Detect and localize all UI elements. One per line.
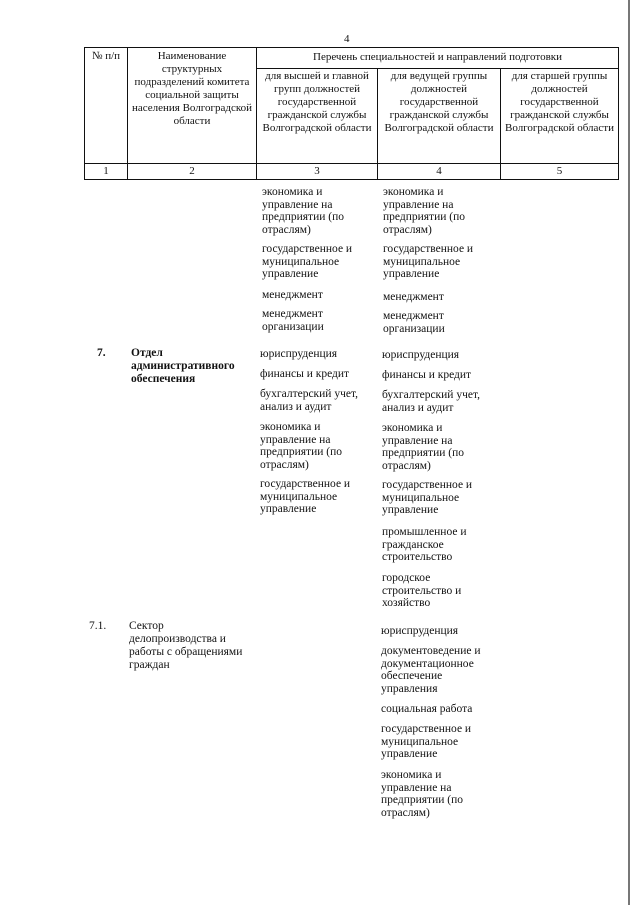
row71-col4-item: экономика и управление на предприятии (по отраслям): [381, 769, 463, 819]
row7-col3: [260, 348, 374, 516]
cont-col3-item: менеджмент: [262, 289, 323, 301]
row7-col3-item: бухгалтерский учет, анализ и аудит: [260, 388, 359, 413]
page-number: 4: [344, 33, 350, 45]
page-edge-shadow: [628, 0, 630, 905]
row71-col4-item: социальная работа: [381, 703, 473, 715]
cont-col4-item: менеджмент: [383, 291, 444, 303]
row7-col3-item: экономика и управление на предприятии (по отраслям): [260, 421, 342, 471]
header-col-name: Наименование структурных подразделений комитета социальной защиты населения Волгоградской области: [128, 48, 257, 164]
header-num-3: 3: [257, 164, 378, 180]
header-num-5: 5: [501, 164, 619, 180]
row7-col3-item: юриспруденция: [260, 348, 338, 360]
header-col-lead: для ведущей группы должностей государственной гражданской службы Волгоградской области: [378, 69, 501, 164]
row71-name: Сектор делопроизводства и работы с обращениями граждан: [129, 620, 243, 671]
cont-col3: [262, 186, 374, 333]
header-num-1: 1: [85, 164, 128, 180]
header-num-2: 2: [128, 164, 257, 180]
row71-col4: [381, 625, 497, 819]
header-col-senior: для старшей группы должностей государственной гражданской службы Волгоградской области: [501, 69, 619, 164]
row7-col4-item: государственное и муниципальное управление: [382, 479, 473, 516]
row7-col4-item: юриспруденция: [382, 349, 460, 361]
cont-col4-item: государственное и муниципальное управление: [383, 243, 474, 280]
header-col-list: Перечень специальностей и направлений подготовки: [257, 48, 619, 69]
row7-col4-item: бухгалтерский учет, анализ и аудит: [382, 389, 481, 414]
header-col-no: № п/п: [85, 48, 128, 164]
header-col-high: для высшей и главной групп должностей государственной гражданской службы Волгоградской области: [257, 69, 378, 164]
cont-col4-item: менеджмент организации: [383, 310, 445, 335]
row71-number: 7.1.: [89, 620, 107, 632]
cont-col3-item: государственное и муниципальное управление: [262, 243, 353, 280]
cont-col4-item: экономика и управление на предприятии (по отраслям): [383, 186, 465, 236]
row7-number: 7.: [97, 347, 106, 359]
row7-col3-item: финансы и кредит: [260, 368, 350, 380]
row7-col4-item: экономика и управление на предприятии (по отраслям): [382, 422, 464, 472]
row71-col4-item: юриспруденция: [381, 625, 459, 637]
row7-col4-item: финансы и кредит: [382, 369, 472, 381]
row71-col4-item: государственное и муниципальное управление: [381, 723, 472, 760]
cont-col3-item: менеджмент организации: [262, 308, 324, 333]
row7-col4: [382, 349, 496, 610]
table-header: [84, 47, 619, 180]
cont-col3-item: экономика и управление на предприятии (по отраслям): [262, 186, 344, 236]
row7-col3-item: государственное и муниципальное управление: [260, 478, 351, 515]
cont-col4: [383, 186, 495, 335]
header-num-4: 4: [378, 164, 501, 180]
row7-name: Отдел административного обеспечения: [131, 347, 235, 385]
row71-col4-item: документоведение и документационное обеспечение управления: [381, 645, 481, 695]
row7-col4-item: промышленное и гражданское строительство: [382, 526, 467, 563]
row7-col4-item: городское строительство и хозяйство: [382, 572, 462, 609]
